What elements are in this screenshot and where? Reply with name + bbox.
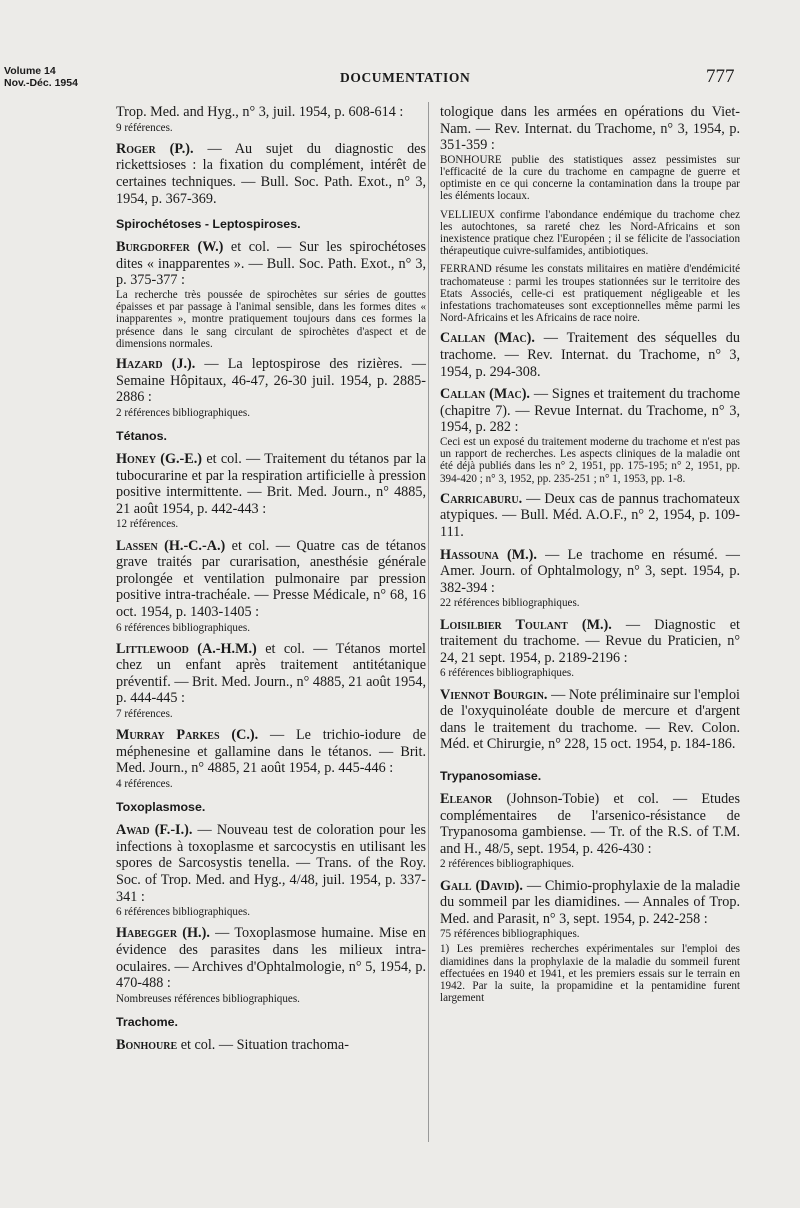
entry-author: Honey (G.-E.): [116, 450, 203, 467]
entry-author: Hassouna (M.).: [440, 546, 537, 563]
section-heading-toxoplasmose: Toxoplasmose.: [116, 800, 206, 815]
entry-text: et col. — Quatre cas de tétanos grave traités par curarisation, anesthésie générale prolongée et ventilation pulmonaire par pression positive intra-trachéale. — Presse Médicale, n° 68, 16 oct. 1954, p. 1403-1405 :: [116, 537, 426, 620]
entry-continued: [116, 104, 426, 121]
entry-note: BONHOURE publie des statistiques assez pessimistes sur l'efficacité de la cure du trachome en campagne de guerre et optimiste en ce qui concerne la contamination dans la troupe par les éléments locaux.: [440, 153, 740, 203]
entry-honey: [116, 451, 426, 517]
entry-bonhoure-continued: [440, 104, 740, 154]
entry-text: et col. — Tétanos mortel chez un enfant après traitement antitétanique préventif. — Brit. Med. Journ., n° 4885, 21 août 1954, p. 444-445 :: [116, 640, 426, 707]
entry-eleanor: [440, 791, 740, 857]
entry-text: — Le trichio-iodure de méphenesine et gallamine dans le tétanos. — Brit. Med. Journ., n° 4885, 21 août 1954, p. 445-446 :: [116, 727, 426, 777]
entry-text: — Le trachome en résumé. — Amer. Journ. of Ophtalmology, n° 3, sept. 1954, p. 382-394 :: [440, 546, 740, 596]
right-column: [440, 104, 740, 1011]
page-number: 777: [706, 66, 735, 87]
entry-note: 75 références bibliographiques.: [440, 928, 580, 941]
entry-hassouna: [440, 547, 740, 597]
entry-author: Hazard (J.).: [116, 355, 196, 372]
entry-viennot-bourgin: [440, 687, 740, 753]
entry-author: Eleanor: [440, 790, 493, 807]
entry-author: Awad (F.-I.).: [116, 822, 193, 839]
entry-awad: [116, 822, 426, 905]
entry-note: VELLIEUX confirme l'abondance endémique du trachome chez les autochtones, sa rareté chez les Nord-Africains et son inexistence pratique chez l'Européen ; il se félicite de l'association thérapeutique cuivre-sulfamides, antibiotiques.: [440, 208, 740, 258]
volume-date: Nov.-Déc. 1954: [4, 77, 78, 89]
entry-note: Nombreuses références bibliographiques.: [116, 992, 300, 1005]
entry-text: — La leptospirose des rizières. — Semaine Hôpitaux, 46-47, 26-30 juil. 1954, p. 2885-2886 :: [116, 355, 426, 406]
entry-gall: [440, 878, 740, 928]
entry-author: Gall (David).: [440, 877, 523, 894]
entry-author: Habegger (H.).: [116, 925, 210, 942]
entry-text: — Nouveau test de coloration pour les infections à toxoplasme et sarcocystis en utilisant les spores de Sarcosystis tenella. — Trans. of the Roy. Soc. of Trop. Med. and Hyg., 4/48, juil. 1954, p. 337-341 :: [116, 822, 427, 905]
entry-note: FERRAND résume les constats militaires en matière d'endémicité trachomateuse : parmi les troupes stationnées sur le territoire des Etats Associés, celle-ci est pratiquement négligeable et les infestations trachomateuses sont exceptionnelles même parmi les Nord-Africains et les Africains de race noire.: [440, 263, 740, 325]
entry-author: Lassen (H.-C.-A.): [116, 537, 226, 554]
entry-note: Ceci est un exposé du traitement moderne du trachome et n'est pas un rapport de recherches. Les aspects cliniques de la maladie ont été déjà publiés dans les n° 2, 1951, pp. 175-195; n° 2, 1951, pp. 394-420 ; n° 3, 1952, pp. 235-251 ; n° 1, 1953, pp. 1-8.: [440, 435, 740, 485]
entry-bonhoure: [116, 1037, 426, 1054]
entry-author: Loisilbier Toulant (M.).: [440, 616, 612, 633]
entry-text: (Johnson-Tobie) et col. — Etudes complémentaires de l'arsenico-résistance de Trypanosoma gambiense. — Tr. of the R.S. of T.M. and H., 48/5, sept. 1954, p. 426-430 :: [440, 790, 740, 857]
entry-note: 7 références.: [116, 708, 173, 721]
page-title: DOCUMENTATION: [340, 70, 471, 85]
entry-carricaburu: [440, 491, 740, 541]
entry-text: Trop. Med. and Hyg., n° 3, juil. 1954, p. 608-614 :: [116, 104, 404, 120]
entry-note: 6 références bibliographiques.: [116, 906, 250, 919]
entry-text: — Toxoplasmose humaine. Mise en évidence des parasites dans les milieux intra-oculaires. — Archives d'Ophtalmologie, n° 5, 1954, p. 470-488 :: [116, 925, 427, 992]
entry-note: 2 références bibliographiques.: [116, 406, 250, 419]
entry-callan-2: [440, 386, 740, 436]
entry-hazard: [116, 356, 426, 406]
entry-author: Murray Parkes (C.).: [116, 727, 259, 744]
entry-author: Viennot Bourgin.: [440, 686, 548, 703]
entry-author: Burgdorfer (W.): [116, 239, 224, 256]
entry-author: Roger (P.).: [116, 140, 194, 157]
entry-note: 6 références bibliographiques.: [116, 621, 250, 634]
entry-author: Callan (Mac).: [440, 330, 535, 347]
entry-burgdorfer: [116, 239, 426, 289]
entry-author: Carricaburu.: [440, 490, 523, 507]
entry-text: — Diagnostic et traitement du trachome. — Revue du Praticien, n° 24, 21 sept. 1954, p. 2189-2196 :: [440, 616, 740, 666]
entry-note: 4 références.: [116, 778, 173, 791]
entry-habegger: [116, 925, 426, 991]
entry-note: 2 références bibliographiques.: [440, 858, 574, 871]
entry-note: 1) Les premières recherches expérimentales sur l'emploi des diamidines dans la prophylaxie de la maladie du sommeil furent effectuées en 1940 et 1941, et les premiers essais sur le terrain en 1942. Par la suite, la propamidine et la pentamidine furent largement: [440, 943, 740, 1005]
entry-author: Littlewood (A.-H.M.): [116, 640, 257, 657]
entry-text: tologique dans les armées en opérations du Viet-Nam. — Rev. Internat. du Trachome, n° 3, 1954, p. 351-359 :: [440, 104, 740, 154]
entry-callan-1: [440, 330, 740, 380]
volume-label: [4, 65, 78, 89]
entry-note: 9 références.: [116, 121, 173, 134]
section-heading-tetanos: Tétanos.: [116, 428, 167, 443]
entry-note: La recherche très poussée de spirochètes sur séries de gouttes épaisses et par passage à l'animal sensible, dans les formes dites « inapparentes », montre pratiquement toujours dans ces formes la présence dans le sang circulant de spirochètes d'aspect et de dimensions normales.: [116, 288, 426, 350]
entry-text: — Deux cas de pannus trachomateux atypiques. — Bull. Méd. A.O.F., n° 2, 1954, p. 109-111.: [440, 490, 740, 540]
entry-note: 22 références bibliographiques.: [440, 597, 580, 610]
section-heading-trachome: Trachome.: [116, 1015, 178, 1030]
entry-text: — Traitement des séquelles du trachome. — Rev. Internat. du Trachome, n° 3, 1954, p. 294-308.: [440, 330, 740, 380]
section-heading-spirochetoses: Spirochétoses - Leptospiroses.: [116, 217, 301, 232]
entry-loisilbier-toulant: [440, 617, 740, 667]
entry-text: — Signes et traitement du trachome (chapitre 7). — Revue Internat. du Trachome, n° 3, 1954, p. 282 :: [440, 386, 740, 436]
entry-author: Callan (Mac).: [440, 386, 530, 403]
left-column: [116, 104, 426, 1054]
entry-lassen: [116, 538, 426, 621]
entry-note: 12 références.: [116, 518, 179, 531]
entry-murray-parkes: [116, 727, 426, 777]
entry-text: et col. — Sur les spirochétoses dites « inapparentes ». — Bull. Soc. Path. Exot., n° 3, p. 375-377 :: [116, 239, 426, 289]
entry-author: Bonhoure: [116, 1037, 178, 1054]
entry-littlewood: [116, 641, 426, 707]
entry-note: 6 références bibliographiques.: [440, 667, 574, 680]
entry-text: et col. — Traitement du tétanos par la tubocurarine et par la respiration artificielle à pression positive intermittente. — Brit. Med. Journ., n° 4885, 21 août 1954, p. 442-443 :: [116, 450, 427, 517]
entry-text: — Note préliminaire sur l'emploi de l'oxyquinoléate double de mercure et d'argent dans le traitement du trachome. — Rev. Colon. Méd. et Chirurgie, n° 228, 15 oct. 1954, p. 184-186.: [440, 686, 740, 753]
entry-text: — Au sujet du diagnostic des rickettsioses : la fixation du complément, intérêt de certaines techniques. — Bull. Soc. Path. Exot., n° 3, 1954, p. 367-369.: [116, 140, 426, 207]
volume-number: Volume 14: [4, 65, 56, 77]
entry-text: — Chimio-prophylaxie de la maladie du sommeil par les diamidines. — Annales of Trop. Med. and Parasit, n° 3, sept. 1954, p. 242-258 :: [440, 877, 741, 927]
column-divider: [428, 102, 429, 1142]
section-heading-trypanosomiase: Trypanosomiase.: [440, 768, 542, 783]
entry-text: et col. — Situation trachoma-: [177, 1037, 349, 1054]
entry-roger: [116, 141, 426, 207]
